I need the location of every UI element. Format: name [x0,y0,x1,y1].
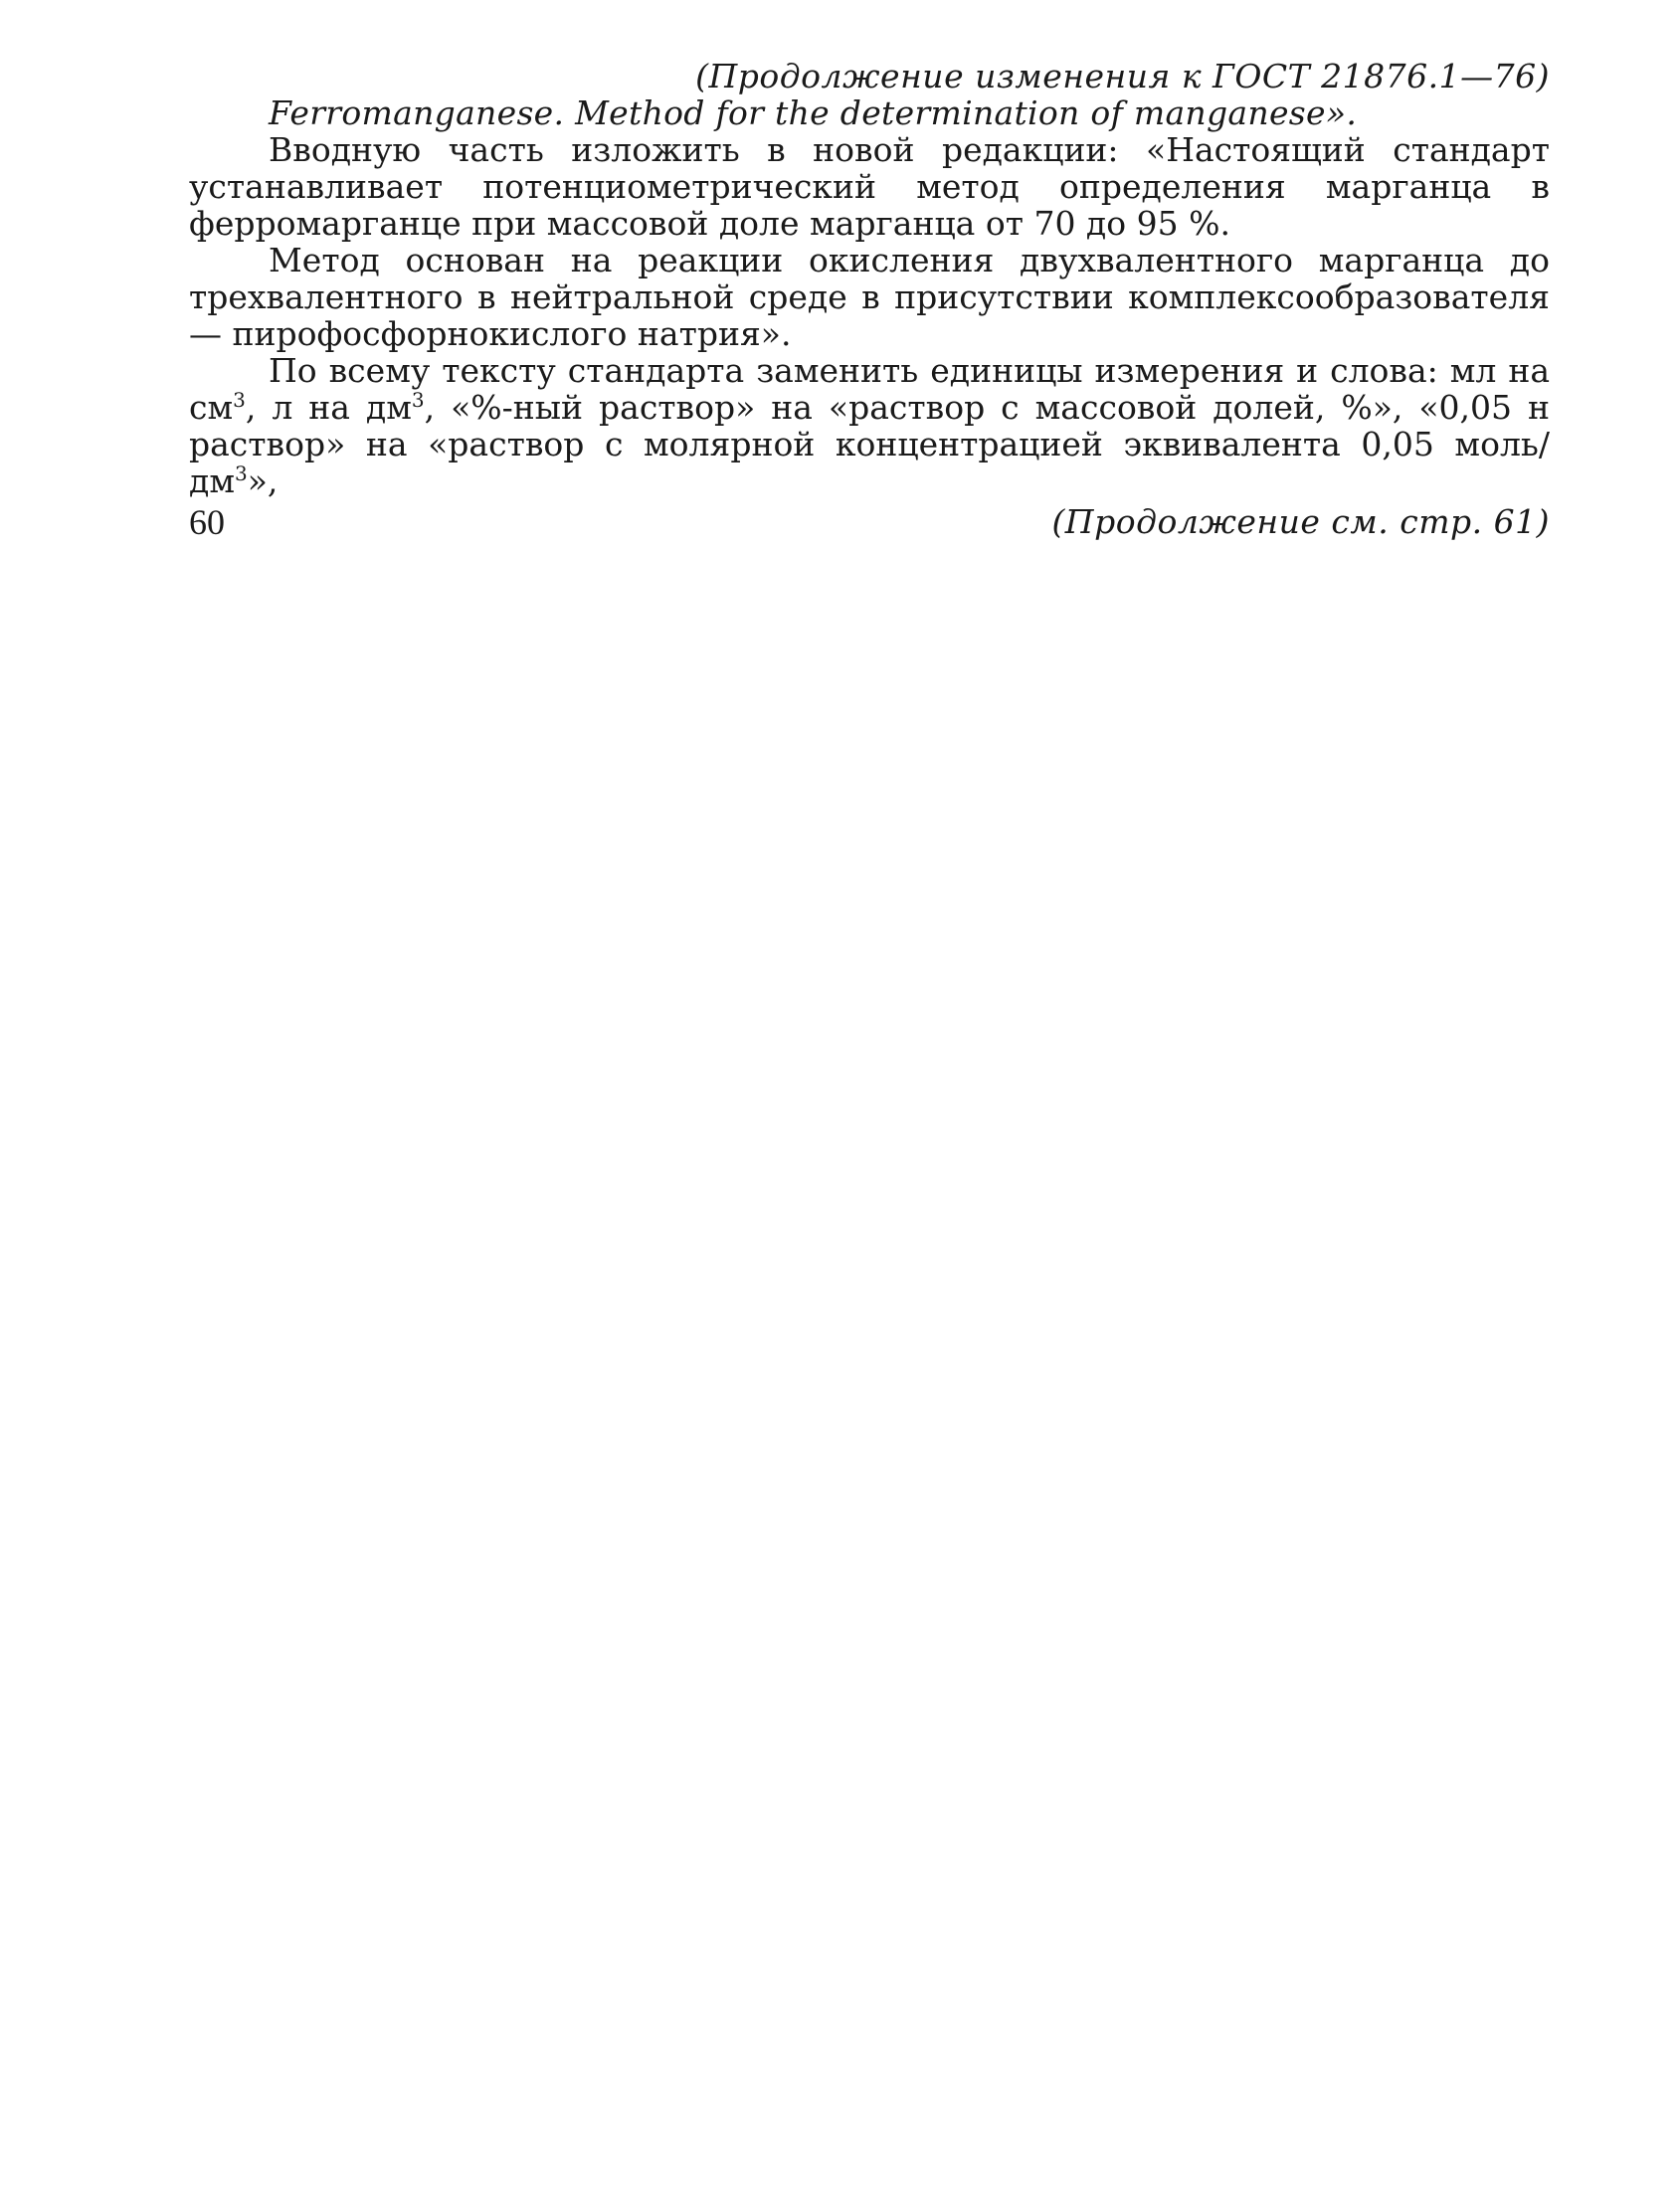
units-text-1: По всему тексту стандарта заменить единицы измерения и слова: мл на см [189,351,1550,427]
superscript-2: 3 [411,388,425,412]
superscript-1: 3 [233,388,246,412]
paragraph-method: Метод основан на реакции окисления двухвалентного марганца до трехвалентного в нейтральной среде в присутствии комплексообразователя — пирофосфорнокислого натрия». [189,241,1550,353]
footer-continuation-note: (Продолжение см. стр. 61) [1051,502,1550,541]
units-text-2: , л на дм [245,388,412,427]
header-continuation-note: (Продолжение изменения к ГОСТ 21876.1—76) [695,57,1550,95]
superscript-3: 3 [235,461,248,485]
paragraph-units [189,352,1550,499]
paragraph-intro: Вводную часть изложить в новой редакции: «Настоящий стандарт устанавливает потенциометрический метод определения марганца в ферромарганце при массовой доле марганца от 70 до 95 %. [189,130,1550,243]
units-text-3: , «%-ный раствор» на «раствор с массовой долей, %», «0,05 н раствор» на «раствор с молярной концентрацией эквивалента 0,05 моль/дм [189,388,1550,500]
english-title: Ferromanganese. Method for the determination of manganese». [269,93,1358,132]
units-text-4: », [247,461,279,500]
text-block [189,58,1550,540]
page-number: 60 [189,502,225,542]
